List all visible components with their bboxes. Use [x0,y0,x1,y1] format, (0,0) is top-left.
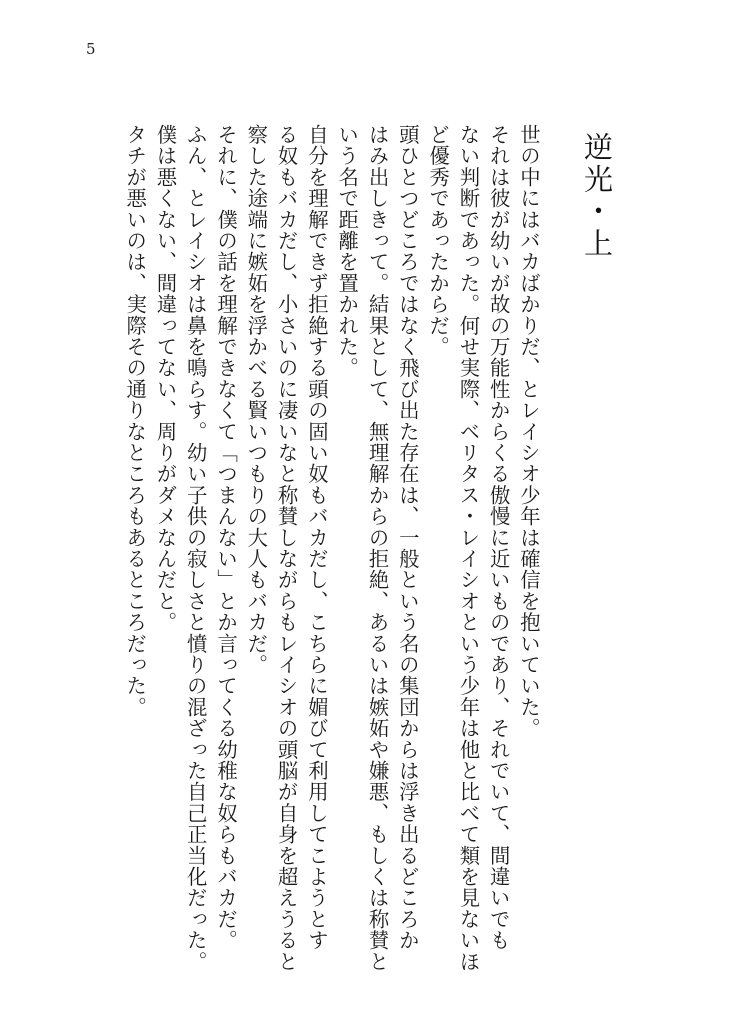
text-line: いう名で距離を置かれた。 [335,124,360,379]
body-text [120,124,544,972]
text-line: 察した途端に嫉妬を浮かべる賢いつもりの大人もバカだ。 [244,124,269,676]
text-line: 世の中にはバカばかりだ、とレイシオ少年は確信を抱いていた。 [517,124,541,739]
text-line: それは彼が幼いが故の万能性からくる傲慢に近いものであり、それでいて、間違いでも [486,124,511,951]
text-line: ない判断であった。何せ実際、ベリタス・レイシオという少年は他と比べて類を見ないほ [456,124,481,972]
text-line: はみ出しきって。結果として、無理解からの拒絶、あるいは嫉妬や嫌悪、もしくは称賛と [365,124,390,972]
text-line: タチが悪いのは、実際その通りなところもあるところだった。 [123,124,148,718]
chapter-title: 逆光・上 [580,132,614,260]
text-line: 僕は悪くない、間違ってない、周りがダメなんだと。 [153,124,178,633]
text-line: ど優秀であったからだ。 [426,124,451,358]
page-number: 5 [86,40,96,58]
text-line: る奴もバカだし、小さいのに凄いなと称賛しながらもレイシオの頭脳が自身を超えうると [274,124,299,972]
text-line: それに、僕の話を理解できなくて「つまんない」とか言ってくる幼稚な奴らもバカだ。 [214,124,239,951]
text-line: 頭ひとつどころではなく飛び出た存在は、一般という名の集団からは浮き出るどころか [395,124,420,951]
text-line: 自分を理解できず拒絶する頭の固い奴もバカだし、こちらに媚びて利用してこようとす [304,124,329,951]
text-line: ふん、とレイシオは鼻を鳴らす。幼い子供の寂しさと憤りの混ざった自己正当化だった。 [183,124,208,972]
